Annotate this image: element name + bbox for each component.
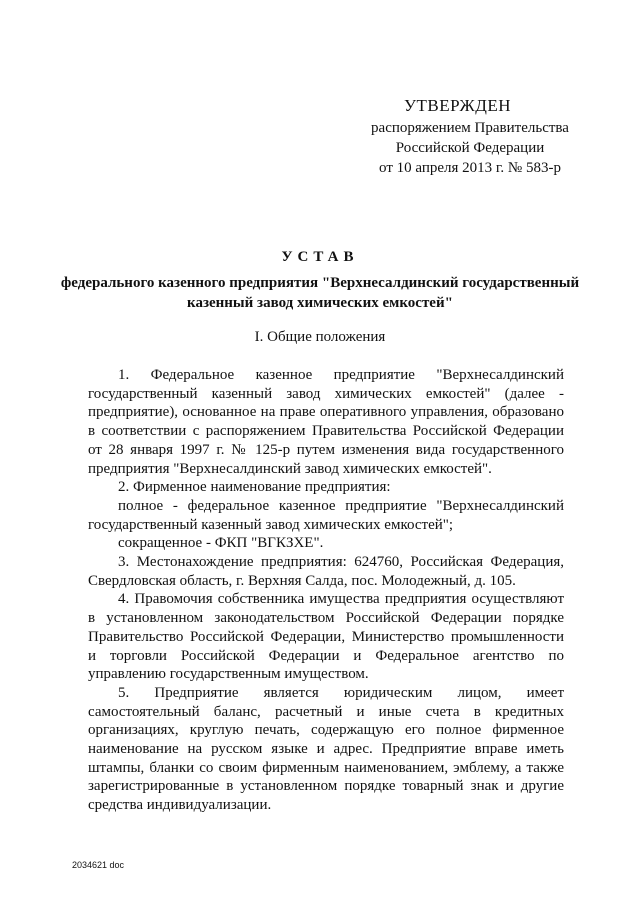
approval-heading: УТВЕРЖДЕН — [404, 96, 511, 115]
paragraph-2: 2. Фирменное наименование предприятия: — [118, 479, 391, 496]
section-heading: I. Общие положения — [254, 329, 386, 345]
approval-line-1: распоряжением Правительства — [371, 120, 569, 136]
paragraph-2-full-name: полное - федеральное казенное предприятие "Верхнесалдинский государственный казенный завод химических емкостей"; — [88, 497, 564, 533]
document-subtitle: федерального казенного предприятия "Верхнесалдинский государственный казенный завод химических емкостей" — [60, 275, 580, 311]
paragraph-3: 3. Местонахождение предприятия: 624760, Российская Федерация, Свердловская область, г. Верхняя Салда, пос. Молодежный, д. 105. — [88, 554, 564, 589]
approval-line-3: от 10 апреля 2013 г. № 583-р — [379, 160, 561, 176]
approval-line-2: Российской Федерации — [395, 140, 545, 156]
document-title: УСТАВ — [281, 249, 359, 265]
paragraph-2-short-name: сокращенное - ФКП "ВГКЗХЕ". — [118, 535, 324, 552]
paragraph-1: 1. Федеральное казенное предприятие "Верхнесалдинский государственный казенный завод химических емкостей" (далее - предприятие), основанное на праве оперативного управления, образовано в соответствии с распоряжением Правительства Российской Федерации от 28 января 1997 г. № 125-р путем изменения вида государственного предприятия "Верхнесалдинский завод химических емкостей". — [88, 367, 564, 477]
approval-block — [350, 96, 590, 178]
paragraph-5: 5. Предприятие является юридическим лицом, имеет самостоятельный баланс, расчетный и иные счета в кредитных организациях, круглую печать, содержащую его полное фирменное наименование на русском языке и адрес. Предприятие вправе иметь штампы, бланки со своим фирменным наименованием, эмблему, а также зарегистрированные в установленном порядке товарный знак и другие средства индивидуализации. — [88, 684, 564, 814]
footer-file-id: 2034621 doc — [72, 860, 125, 870]
paragraph-4: 4. Правомочия собственника имущества предприятия осуществляют в установленном законодательством Российской Федерации порядке Правительство Российской Федерации, Министерство промышленности и торговли Российской Федерации и Федеральное агентство по управлению государственным имуществом. — [88, 591, 564, 683]
document-body — [88, 366, 564, 815]
